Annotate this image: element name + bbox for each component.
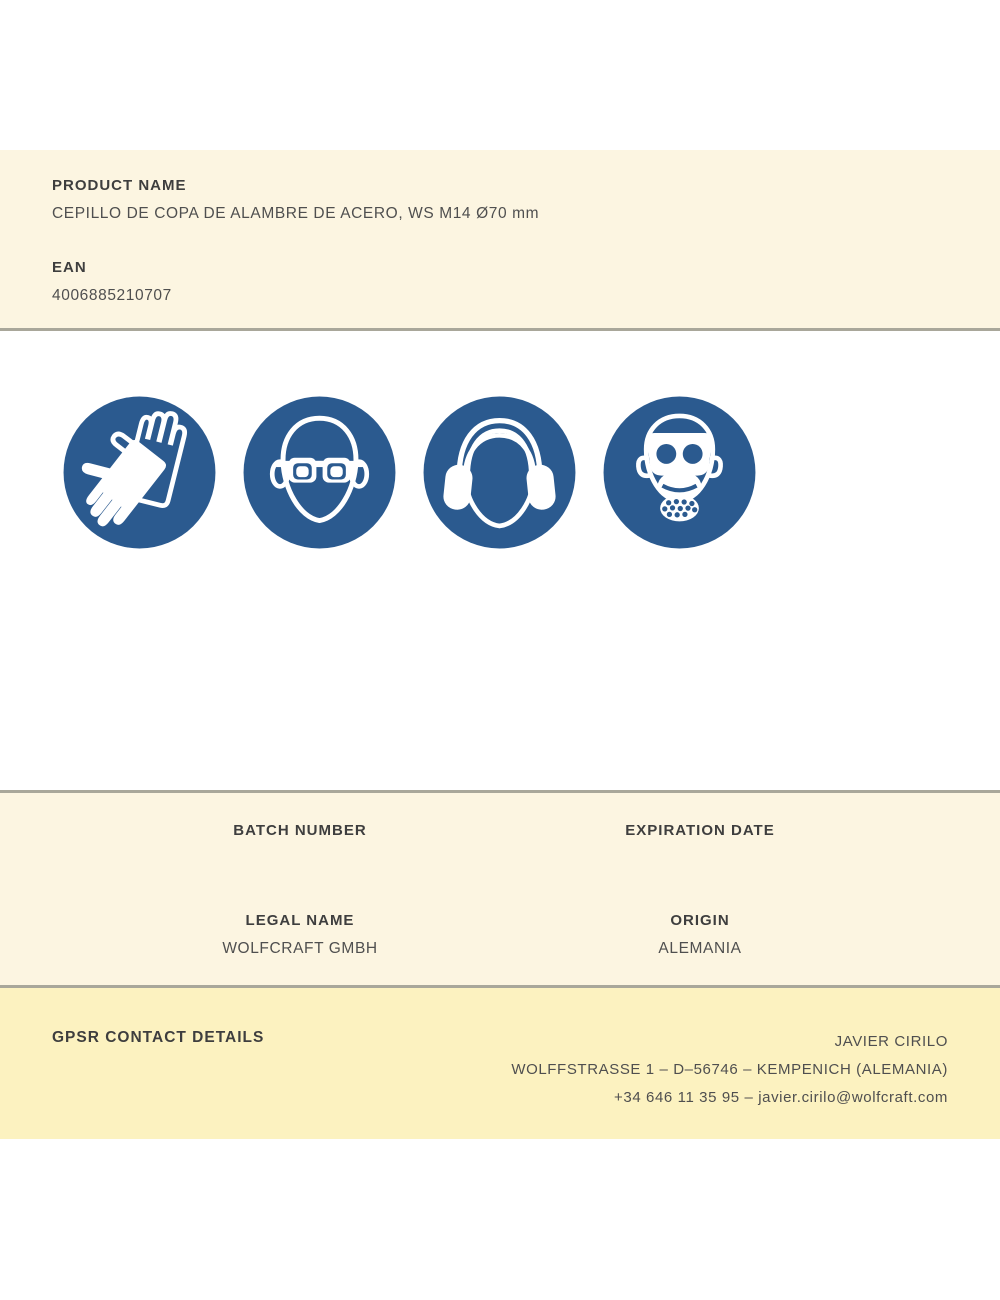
batch-legal-section — [0, 790, 1000, 985]
wear-gloves-icon — [62, 395, 217, 550]
product-info-section — [0, 150, 1000, 331]
gpsr-contact-name: JAVIER CIRILO — [834, 1033, 948, 1050]
gpsr-contact-phone-email: +34 646 11 35 95 – javier.cirilo@wolfcraft.com — [614, 1089, 948, 1106]
batch-grid — [100, 821, 900, 959]
wear-respirator-icon — [602, 395, 757, 550]
legal-name-value: WOLFCRAFT GMBH — [222, 940, 378, 957]
wear-eye-protection-icon — [242, 395, 397, 550]
origin-value: ALEMANIA — [658, 940, 742, 957]
origin-label: ORIGIN — [670, 912, 730, 929]
top-whitespace — [0, 0, 1000, 150]
gpsr-contact-block — [511, 1028, 948, 1112]
safety-pictograms-section — [0, 331, 1000, 790]
gpsr-contact-section — [0, 985, 1000, 1139]
gpsr-contact-address: WOLFFSTRASSE 1 – D–56746 – KEMPENICH (ALEMANIA) — [511, 1061, 948, 1078]
product-name-value: CEPILLO DE COPA DE ALAMBRE DE ACERO, WS M14 Ø70 mm — [52, 205, 540, 222]
expiration-date-label: EXPIRATION DATE — [625, 822, 775, 839]
product-name-label: PRODUCT NAME — [52, 177, 187, 194]
ean-value: 4006885210707 — [52, 287, 172, 304]
ean-label: EAN — [52, 259, 87, 276]
wear-ear-protection-icon — [422, 395, 577, 550]
gpsr-contact-label: GPSR CONTACT DETAILS — [52, 1029, 265, 1046]
legal-name-label: LEGAL NAME — [245, 912, 355, 929]
batch-number-label: BATCH NUMBER — [233, 822, 367, 839]
pictogram-row — [0, 331, 1000, 550]
